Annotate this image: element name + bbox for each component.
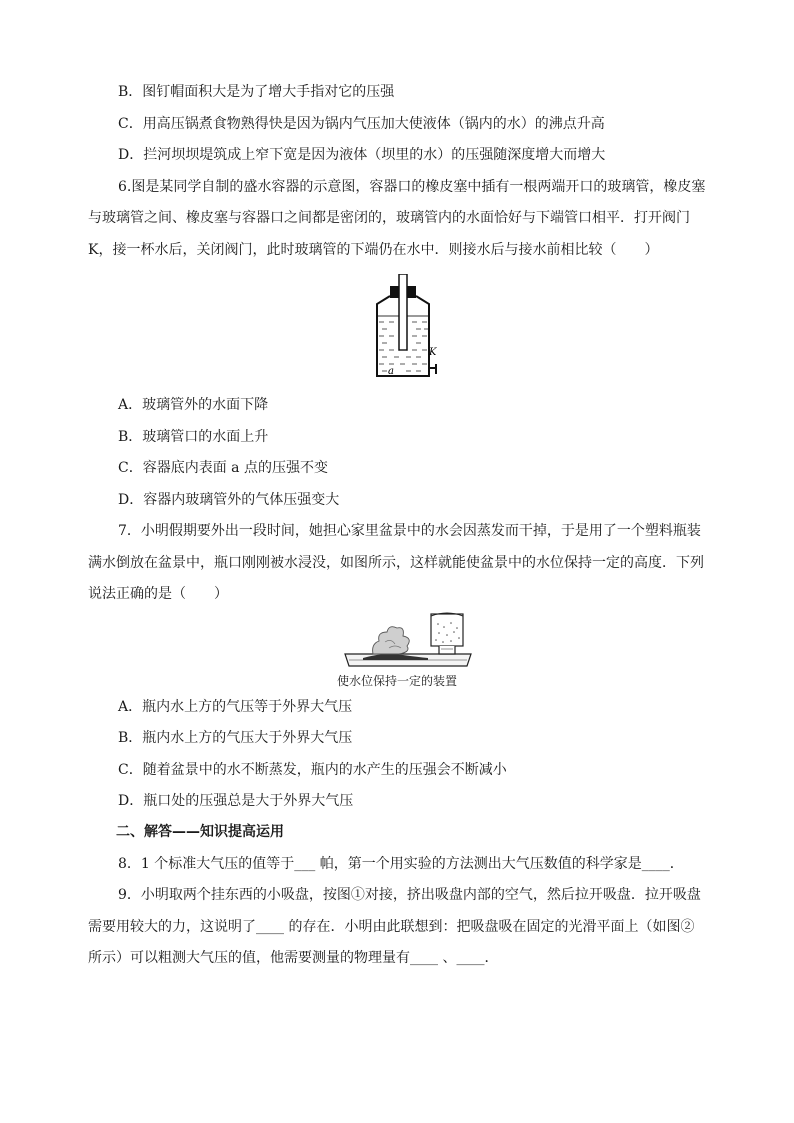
label-a: a bbox=[388, 366, 394, 377]
line-q6-option-c: C．容器底内表面 a 点的压强不变 bbox=[118, 460, 328, 476]
line-q6-option-b: B．玻璃管口的水面上升 bbox=[118, 429, 269, 445]
line-q8: 8．1 个标准大气压的值等于___ 帕，第一个用实验的方法测出大气压数值的科学家是____． bbox=[118, 856, 684, 872]
line-q6-option-d: D．容器内玻璃管外的气体压强变大 bbox=[118, 492, 340, 508]
line-q9-stem-2: 需要用较大的力，这说明了____ 的存在．小明由此联想到：把吸盘吸在固定的光滑平面上（如图② bbox=[88, 919, 695, 935]
line-q7-option-d: D．瓶口处的压强总是大于外界大气压 bbox=[118, 793, 354, 809]
line-q5-option-b: B．图钉帽面积大是为了增大手指对它的压强 bbox=[118, 84, 395, 100]
bonsai-diagram bbox=[343, 608, 473, 670]
figure-caption: 使水位保持一定的装置 bbox=[336, 674, 457, 688]
line-q6-option-a: A．玻璃管外的水面下降 bbox=[118, 397, 269, 413]
figure-bonsai-bottle bbox=[343, 608, 473, 670]
line-q5-option-d: D．拦河坝坝堤筑成上窄下宽是因为液体（坝里的水）的压强随深度增大而增大 bbox=[118, 147, 606, 163]
label-k: K bbox=[429, 347, 437, 358]
line-q6-stem-1: 6.图是某同学自制的盛水容器的示意图，容器口的橡皮塞中插有一根两端开口的玻璃管，橡皮塞 bbox=[118, 179, 706, 195]
line-q7-stem-2: 满水倒放在盆景中，瓶口刚刚被水浸没，如图所示，这样就能使盆景中的水位保持一定的高度．下列 bbox=[88, 555, 704, 571]
line-q7-option-a: A．瓶内水上方的气压等于外界大气压 bbox=[118, 699, 353, 715]
line-q7-option-b: B．瓶内水上方的气压大于外界大气压 bbox=[118, 730, 353, 746]
section-heading: 二、解答——知识提高运用 bbox=[116, 824, 284, 840]
line-q7-option-c: C．随着盆景中的水不断蒸发，瓶内的水产生的压强会不断减小 bbox=[118, 762, 507, 778]
line-q7-stem-3: 说法正确的是（ ） bbox=[88, 586, 228, 602]
line-q9-stem-1: 9．小明取两个挂东西的小吸盘，按图①对接，挤出吸盘内部的空气，然后拉开吸盘．拉开吸盘 bbox=[118, 887, 701, 903]
line-q9-stem-3: 所示）可以粗测大气压的值，他需要测量的物理量有____ 、____． bbox=[88, 950, 499, 966]
line-q7-stem-1: 7．小明假期要外出一段时间，她担心家里盆景中的水会因蒸发而干掉，于是用了一个塑料瓶装 bbox=[118, 523, 701, 539]
figure-water-container bbox=[370, 274, 440, 380]
line-q5-option-c: C．用高压锅煮食物熟得快是因为锅内气压加大使液体（锅内的水）的沸点升高 bbox=[118, 116, 605, 132]
container-diagram bbox=[370, 274, 440, 380]
line-q6-stem-2: 与玻璃管之间、橡皮塞与容器口之间都是密闭的，玻璃管内的水面恰好与下端管口相平．打开阀门 bbox=[88, 210, 690, 226]
line-q6-stem-3: K，接一杯水后，关闭阀门，此时玻璃管的下端仍在水中．则接水后与接水前相比较（ ） bbox=[88, 242, 659, 258]
